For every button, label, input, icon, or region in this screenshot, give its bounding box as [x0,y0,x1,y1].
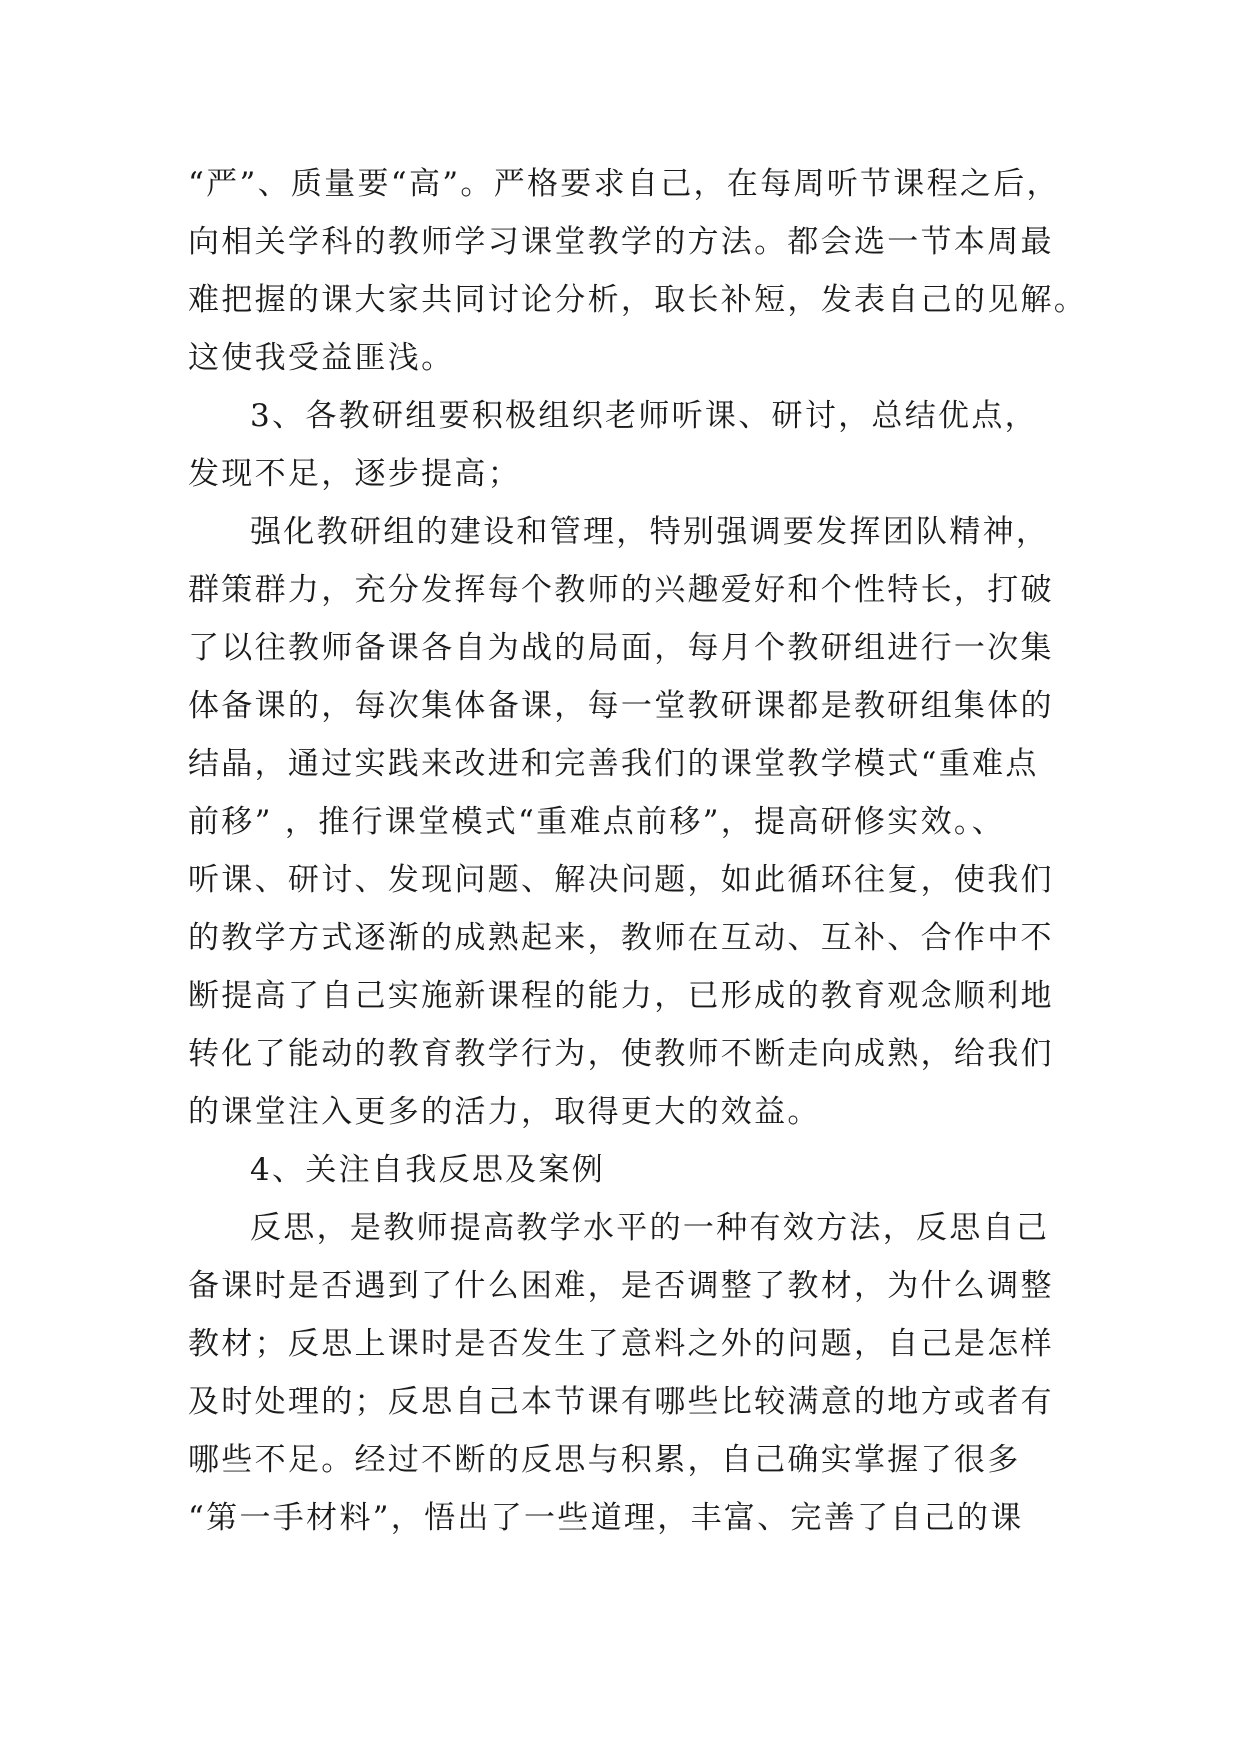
text-line: 教材；反思上课时是否发生了意料之外的问题，自己是怎样 [188,1326,1054,1362]
text-line: 体备课的，每次集体备课，每一堂教研课都是教研组集体的 [188,688,1054,724]
text-line: 的教学方式逐渐的成熟起来，教师在互动、互补、合作中不 [188,920,1054,956]
text-line: 这使我受益匪浅。 [188,340,455,376]
text-line: 前移” ，推行课堂模式“重难点前移”，提高研修实效。、 [188,804,1005,840]
text-line: “第一手材料”，悟出了一些道理，丰富、完善了自己的课 [188,1500,1024,1536]
text-line: 的课堂注入更多的活力，取得更大的效益。 [188,1094,821,1130]
text-line: 结晶，通过实践来改进和完善我们的课堂教学模式“重难点 [188,746,1039,782]
text-line: 了以往教师备课各自为战的局面，每月个教研组进行一次集 [188,630,1054,666]
text-line: 哪些不足。经过不断的反思与积累，自己确实掌握了很多 [188,1442,1021,1478]
text-line: 听课、研讨、发现问题、解决问题，如此循环往复，使我们 [188,862,1054,898]
text-line: 备课时是否遇到了什么困难，是否调整了教材，为什么调整 [188,1268,1054,1304]
text-line: 反思，是教师提高教学水平的一种有效方法，反思自己 [250,1210,1050,1246]
text-line: 难把握的课大家共同讨论分析，取长补短，发表自己的见解。 [188,282,1088,318]
text-line: “严”、质量要“高”。严格要求自己，在每周听节课程之后， [188,166,1060,202]
text-line: 向相关学科的教师学习课堂教学的方法。都会选一节本周最 [188,224,1054,260]
text-line: 强化教研组的建设和管理，特别强调要发挥团队精神， [250,514,1050,550]
text-line: 转化了能动的教育教学行为，使教师不断走向成熟，给我们 [188,1036,1054,1072]
text-line: 群策群力，充分发挥每个教师的兴趣爱好和个性特长，打破 [188,572,1054,608]
text-line: 发现不足，逐步提高； [188,456,521,492]
text-line: 4、关注自我反思及案例 [250,1152,606,1188]
body-text [188,155,1088,1547]
text-line: 断提高了自己实施新课程的能力，已形成的教育观念顺利地 [188,978,1054,1014]
text-line: 3、各教研组要积极组织老师听课、研讨，总结优点， [250,398,1038,434]
text-line: 及时处理的；反思自己本节课有哪些比较满意的地方或者有 [188,1384,1054,1420]
